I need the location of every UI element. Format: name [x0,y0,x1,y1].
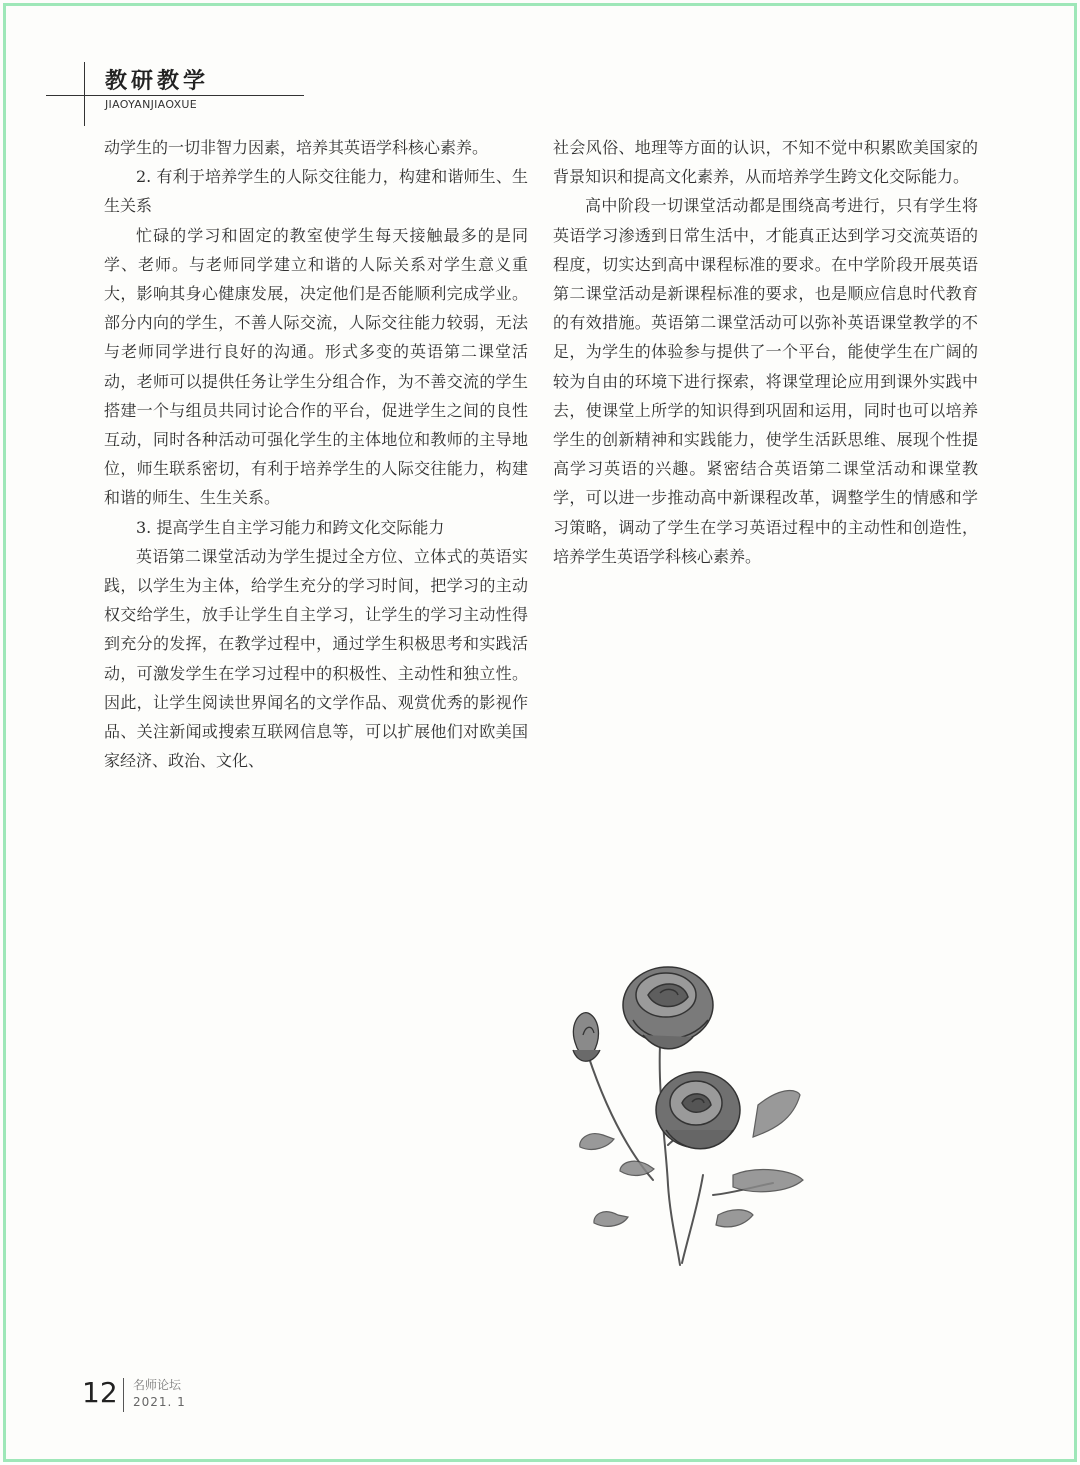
paragraph: 社会风俗、地理等方面的认识，不知不觉中积累欧美国家的背景知识和提高文化素养，从而培养学生跨文化交际能力。 [553,138,978,187]
header-vertical-rule [84,62,85,126]
section-pinyin: JIAOYANJIAOXUE [105,98,198,111]
page-number: 12 [82,1376,118,1409]
paragraph: 英语第二课堂活动为学生提过全方位、立体式的英语实践，以学生为主体，给学生充分的学习时间，把学习的主动权交给学生，放手让学生自主学习，让学生的学习主动性得到充分的发挥，在教学过程中，通过学生积极思考和实践活动，可激发学生在学习过程中的积极性、主动性和独立性。因此，让学生阅读世界闻名的文学作品、观赏优秀的影视作品、关注新闻或搜索互联网信息等，可以扩展他们对欧美国家经济、政治、文化、 [104,546,528,771]
footer-vertical-rule [123,1378,124,1412]
subheading: 2. 有利于培养学生的人际交往能力，构建和谐师生、生生关系 [104,167,528,216]
paragraph: 动学生的一切非智力因素，培养其英语学科核心素养。 [104,138,489,157]
issue-date: 2021. 1 [133,1395,186,1409]
subheading: 3. 提高学生自主学习能力和跨文化交际能力 [136,517,445,537]
header-horizontal-rule [46,95,304,96]
right-column [553,133,978,571]
magazine-name: 名师论坛 [133,1378,182,1392]
paragraph: 忙碌的学习和固定的教室使学生每天接触最多的是同学、老师。与老师同学建立和谐的人际关系对学生意义重大，影响其身心健康发展，决定他们是否能顺利完成学业。部分内向的学生，不善人际交流，人际交往能力较弱，无法与老师同学进行良好的沟通。形式多变的英语第二课堂活动，老师可以提供任务让学生分组合作，为不善交流的学生搭建一个与组员共同讨论合作的平台，促进学生之间的良性互动，同时各种活动可强化学生的主体地位和教师的主导地位，师生联系密切，有利于培养学生的人际交往能力，构建和谐的师生、生生关系。 [104,225,528,508]
paragraph: 高中阶段一切课堂活动都是围绕高考进行，只有学生将英语学习渗透到日常生活中，才能真正达到学习交流英语的程度，切实达到高中课程标准的要求。在中学阶段开展英语第二课堂活动是新课程标准的要求，也是顺应信息时代教育的有效措施。英语第二课堂活动可以弥补英语课堂教学的不足，为学生的体验参与提供了一个平台，能使学生在广阔的较为自由的环境下进行探索，将课堂理论应用到课外实践中去，使课堂上所学的知识得到巩固和运用，同时也可以培养学生的创新精神和实践能力，使学生活跃思维、展现个性提高学习英语的兴趣。紧密结合英语第二课堂活动和课堂教学，可以进一步推动高中新课程改革，调整学生的情感和学习策略，调动了学生在学习英语过程中的主动性和创造性，培养学生英语学科核心素养。 [553,196,978,566]
section-title: 教研教学 [105,69,210,94]
rose-sketch-icon [548,925,818,1270]
left-column [104,133,528,775]
